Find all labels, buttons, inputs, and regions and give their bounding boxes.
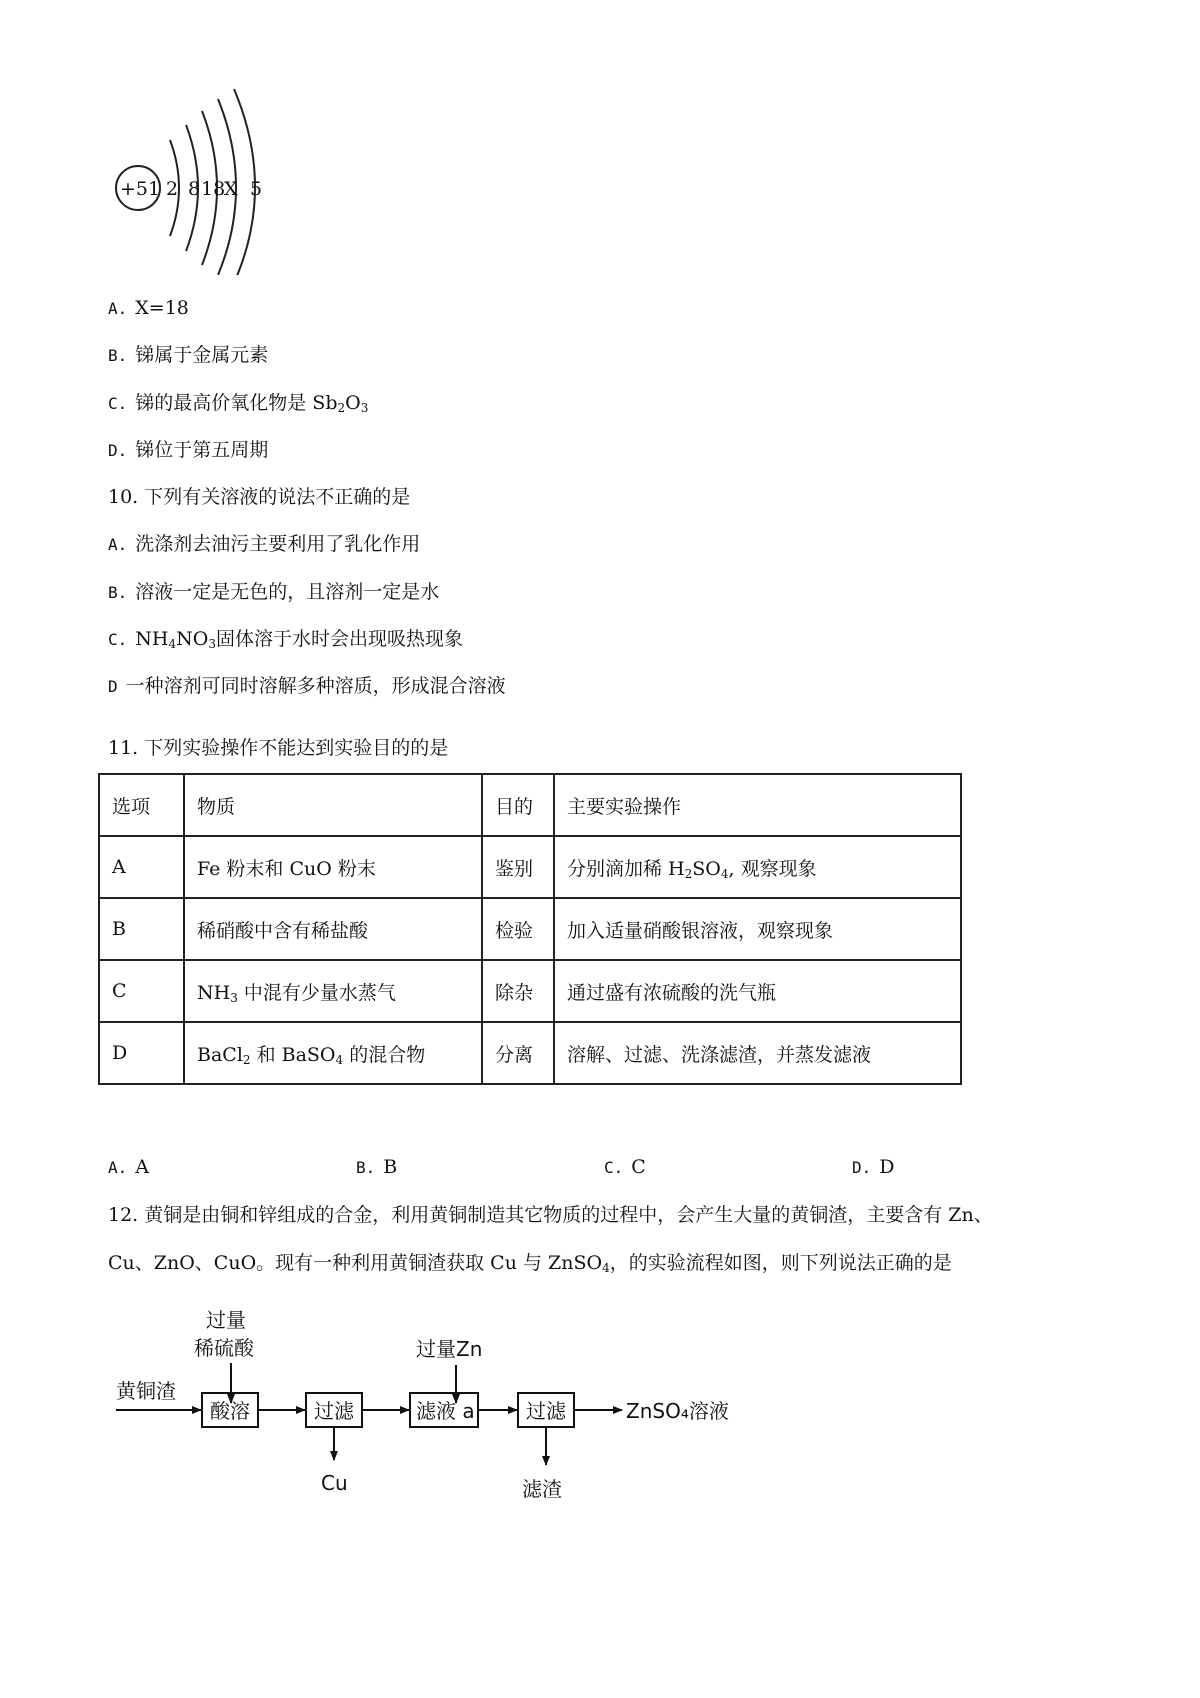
atom-structure-diagram: [108, 85, 288, 275]
q10-option-b: B. 溶液一定是无色的，且溶剂一定是水: [108, 581, 440, 603]
table-cell-operation: 加入适量硝酸银溶液，观察现象: [554, 898, 961, 960]
product-znso4-solution: ZnSO₄溶液: [626, 1399, 729, 1423]
q10-stem: 10. 下列有关溶液的说法不正确的是: [108, 486, 411, 508]
q11-answer-d: D. D: [852, 1156, 895, 1178]
step-label: 滤液 a: [416, 1399, 475, 1423]
table-cell-option: C: [99, 960, 184, 1022]
table-header-cell: 物质: [184, 774, 482, 836]
q10-option-d: D 一种溶剂可同时溶解多种溶质，形成混合溶液: [108, 675, 506, 697]
table-cell-option: A: [99, 836, 184, 898]
start-material-label: 黄铜渣: [116, 1379, 176, 1403]
q10-option-a: A. 洗涤剂去油污主要利用了乳化作用: [108, 533, 421, 555]
table-header-cell: 目的: [482, 774, 554, 836]
table-header-cell: 选项: [99, 774, 184, 836]
shell-electrons: 8: [188, 178, 201, 200]
shell-electrons: X: [224, 178, 238, 200]
q12-stem-line2: Cu、ZnO、CuO。现有一种利用黄铜渣获取 Cu 与 ZnSO$_4$，的实验流程如图，则下列说法正确的是: [108, 1252, 952, 1275]
shell-electrons: 18: [201, 178, 226, 200]
q10-option-c: C. $NH_4NO_3$固体溶于水时会出现吸热现象: [108, 628, 463, 651]
q12-stem-line1: 12. 黄铜是由铜和锌组成的合金，利用黄铜制造其它物质的过程中，会产生大量的黄铜渣，主要含有 Zn、: [108, 1204, 993, 1226]
table-cell-operation: 溶解、过滤、洗涤滤渣，并蒸发滤液: [554, 1022, 961, 1084]
table-row: [99, 836, 961, 898]
reagent-excess-zn: 过量Zn: [416, 1337, 483, 1361]
step-label: 过滤: [314, 1399, 354, 1423]
byproduct-residue: 滤渣: [522, 1477, 562, 1501]
q11-answer-b: B. B: [356, 1156, 398, 1178]
table-header-row: [99, 774, 961, 836]
table-row: [99, 898, 961, 960]
table-cell-purpose: 检验: [482, 898, 554, 960]
table-cell-substance: 稀硝酸中含有稀盐酸: [184, 898, 482, 960]
table-cell-option: D: [99, 1022, 184, 1084]
table-cell-substance: BaCl$_2$ 和 BaSO$_4$ 的混合物: [184, 1022, 482, 1084]
byproduct-cu: Cu: [321, 1471, 348, 1495]
experiment-table: [98, 773, 962, 1085]
table-cell-substance: $NH_3$ 中混有少量水蒸气: [184, 960, 482, 1022]
q11-answer-c: C. C: [604, 1156, 646, 1178]
step-label: 酸溶: [210, 1399, 250, 1423]
table-cell-operation: 通过盛有浓硫酸的洗气瓶: [554, 960, 961, 1022]
table-row: [99, 960, 961, 1022]
nucleus-charge: +51: [120, 178, 161, 200]
table-header-cell: 主要实验操作: [554, 774, 961, 836]
q9-option-a: A. X=18: [108, 297, 189, 319]
q9-option-c: C. 锑的最高价氧化物是 $Sb_2O_3$: [108, 392, 369, 415]
table-cell-purpose: 分离: [482, 1022, 554, 1084]
step-label: 过滤: [526, 1399, 566, 1423]
table-row: [99, 1022, 961, 1084]
process-flow-diagram: [108, 1300, 788, 1530]
q9-option-b: B. 锑属于金属元素: [108, 344, 269, 366]
reagent-dilute-sulfuric-acid: 稀硫酸: [194, 1336, 254, 1360]
table-cell-option: B: [99, 898, 184, 960]
shell-electrons: 2: [166, 178, 179, 200]
q11-stem: 11. 下列实验操作不能达到实验目的的是: [108, 737, 449, 759]
table-cell-substance: Fe 粉末和 CuO 粉末: [184, 836, 482, 898]
shell-electrons: 5: [250, 178, 263, 200]
q11-answer-a: A. A: [108, 1156, 149, 1178]
q9-option-d: D. 锑位于第五周期: [108, 439, 269, 461]
reagent-excess-label: 过量: [206, 1308, 246, 1332]
table-cell-purpose: 鉴别: [482, 836, 554, 898]
table-cell-operation: 分别滴加稀 $H_2SO_4$, 观察现象: [554, 836, 961, 898]
table-cell-purpose: 除杂: [482, 960, 554, 1022]
